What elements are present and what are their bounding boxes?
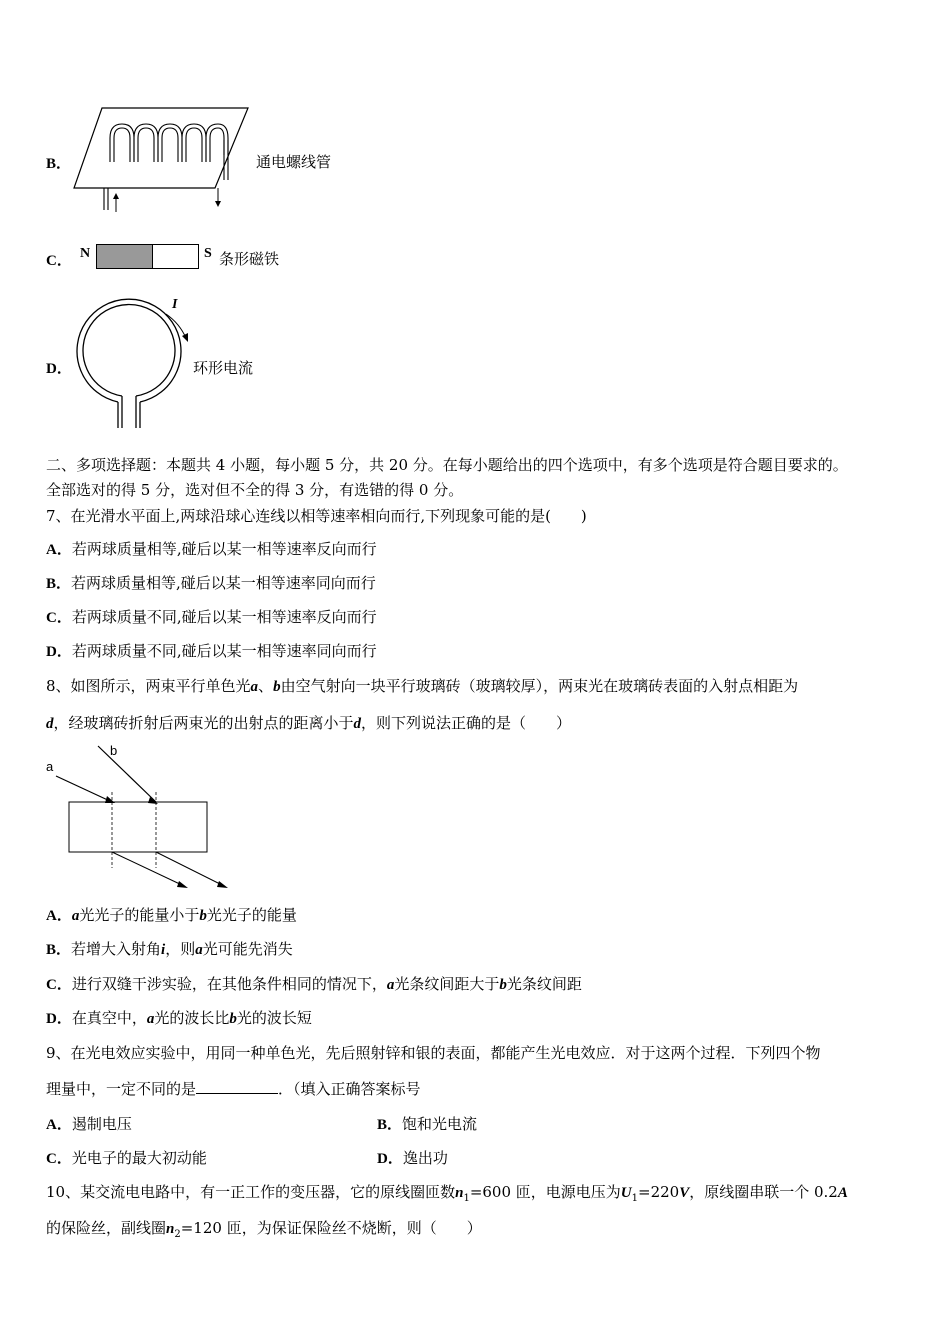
q10-stem-line1: 10、某交流电电路中，有一正工作的变压器，它的原线圈匝数$n_1=600$ 匝，电源电压为$U_1=220V$，原线圈串联一个 0.2A	[46, 1183, 848, 1204]
q8-stem-line1: 8、如图所示，两束平行单色光a、b由空气射向一块平行玻璃砖（玻璃较厚），两束光在玻璃砖表面的入射点相距为	[46, 677, 799, 695]
bar-magnet	[96, 244, 200, 269]
glass-slab-diagram	[40, 740, 240, 895]
option-c-caption: 条形磁铁	[219, 250, 280, 268]
q9-option-a: A．遏制电压	[46, 1115, 132, 1133]
q8-option-b: B．若增大入射角i，则a光可能先消失	[46, 940, 293, 958]
answer-blank[interactable]	[196, 1079, 278, 1094]
solenoid-diagram	[70, 100, 245, 220]
q7-stem: 7、在光滑水平面上,两球沿球心连线以相等速率相向而行,下列现象可能的是( )	[46, 507, 587, 525]
magnet-s-label: S	[204, 246, 212, 261]
q7-option-b: B．若两球质量相等,碰后以某一相等速率同向而行	[46, 574, 376, 592]
q8-option-d: D．在真空中，a光的波长比b光的波长短	[46, 1009, 312, 1027]
q8-option-a: A．a光光子的能量小于b光光子的能量	[46, 906, 297, 924]
q7-option-a: A．若两球质量相等,碰后以某一相等速率反向而行	[46, 540, 377, 558]
q8-option-c: C．进行双缝干涉实验，在其他条件相同的情况下，a光条纹间距大于b光条纹间距	[46, 975, 582, 993]
ray-a-label: a	[46, 759, 54, 774]
q9-stem-line2: 理量中，一定不同的是 ．（填入正确答案标号	[46, 1080, 421, 1098]
section-heading-line1: 二、多项选择题：本题共 4 小题，每小题 5 分，共 20 分。在每小题给出的四个选项中，有多个选项是符合题目要求的。	[46, 456, 848, 474]
option-b-caption: 通电螺线管	[256, 153, 332, 171]
option-letter-c: C．	[46, 253, 72, 269]
q7-option-c: C．若两球质量不同,碰后以某一相等速率反向而行	[46, 608, 377, 626]
q8-stem-line2: d，经玻璃砖折射后两束光的出射点的距离小于d，则下列说法正确的是（ ）	[46, 714, 572, 732]
q9-option-d: D．逸出功	[377, 1149, 448, 1167]
q9-option-b: B．饱和光电流	[377, 1115, 478, 1133]
ray-b-label: b	[110, 743, 118, 758]
option-d-caption: 环形电流	[193, 359, 254, 377]
q9-stem-line1: 9、在光电效应实验中，用同一种单色光，先后照射锌和银的表面，都能产生光电效应．对于这两个过程．下列四个物	[46, 1044, 821, 1062]
magnet-n-label: N	[80, 246, 91, 261]
option-letter-b: B．	[46, 156, 72, 172]
ring-current-diagram	[78, 300, 198, 430]
option-letter-d: D．	[46, 361, 72, 377]
current-label: I	[172, 297, 178, 312]
q7-option-d: D．若两球质量不同,碰后以某一相等速率同向而行	[46, 642, 377, 660]
q10-stem-line2: 的保险丝，副线圈$n_2=120$ 匝，为保证保险丝不烧断，则（ ）	[46, 1219, 482, 1240]
q9-option-c: C．光电子的最大初动能	[46, 1149, 207, 1167]
section-heading-line2: 全部选对的得 5 分，选对但不全的得 3 分，有选错的得 0 分。	[46, 481, 464, 499]
